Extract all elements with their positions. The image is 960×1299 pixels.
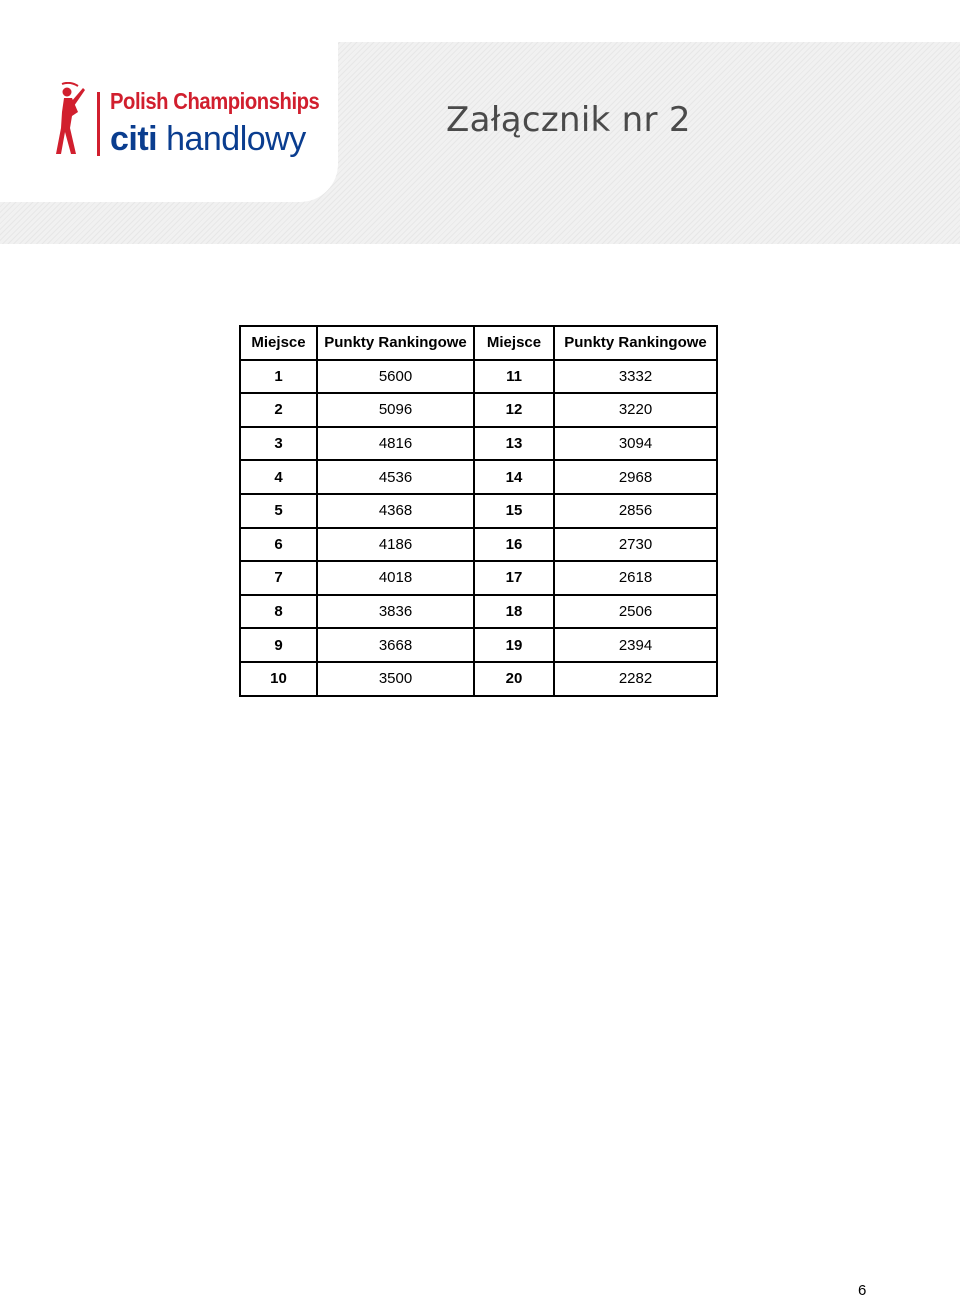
points-cell: 4368: [317, 494, 474, 528]
points-cell: 2506: [554, 595, 717, 629]
points-cell: 4816: [317, 427, 474, 461]
header-place: Miejsce: [240, 326, 317, 360]
place-cell: 18: [474, 595, 554, 629]
points-cell: 3500: [317, 662, 474, 696]
ranking-table: [239, 325, 718, 697]
table-row: [240, 662, 717, 696]
points-cell: 2394: [554, 628, 717, 662]
golfer-icon: [50, 82, 90, 158]
place-cell: 5: [240, 494, 317, 528]
points-cell: 3220: [554, 393, 717, 427]
table-row: [240, 494, 717, 528]
place-cell: 10: [240, 662, 317, 696]
header-points: Punkty Rankingowe: [317, 326, 474, 360]
logo-championships-text: Polish Championships: [110, 88, 320, 114]
logo-handlowy-text: handlowy: [157, 120, 306, 158]
place-cell: 13: [474, 427, 554, 461]
place-cell: 1: [240, 360, 317, 394]
place-cell: 14: [474, 460, 554, 494]
place-cell: 20: [474, 662, 554, 696]
logo-brand-text: [110, 120, 306, 159]
table-row: [240, 427, 717, 461]
points-cell: 2618: [554, 561, 717, 595]
place-cell: 15: [474, 494, 554, 528]
table-header-row: [240, 326, 717, 360]
table-row: [240, 561, 717, 595]
points-cell: 5600: [317, 360, 474, 394]
header-place: Miejsce: [474, 326, 554, 360]
place-cell: 6: [240, 528, 317, 562]
place-cell: 16: [474, 528, 554, 562]
points-cell: 4536: [317, 460, 474, 494]
points-cell: 3668: [317, 628, 474, 662]
place-cell: 11: [474, 360, 554, 394]
place-cell: 4: [240, 460, 317, 494]
points-cell: 4186: [317, 528, 474, 562]
logo-citi-text: citi: [110, 120, 158, 158]
points-cell: 2856: [554, 494, 717, 528]
place-cell: 2: [240, 393, 317, 427]
points-cell: 2730: [554, 528, 717, 562]
place-cell: 9: [240, 628, 317, 662]
place-cell: 17: [474, 561, 554, 595]
points-cell: 2282: [554, 662, 717, 696]
points-cell: 3094: [554, 427, 717, 461]
table-row: [240, 595, 717, 629]
table-row: [240, 628, 717, 662]
table-row: [240, 360, 717, 394]
table-row: [240, 528, 717, 562]
page-title: Załącznik nr 2: [446, 100, 691, 140]
place-cell: 3: [240, 427, 317, 461]
place-cell: 8: [240, 595, 317, 629]
table-row: [240, 460, 717, 494]
place-cell: 7: [240, 561, 317, 595]
page-number: 6: [858, 1282, 867, 1299]
logo-divider: [97, 92, 100, 156]
points-cell: 3836: [317, 595, 474, 629]
points-cell: 5096: [317, 393, 474, 427]
place-cell: 12: [474, 393, 554, 427]
place-cell: 19: [474, 628, 554, 662]
points-cell: 4018: [317, 561, 474, 595]
points-cell: 2968: [554, 460, 717, 494]
header-points: Punkty Rankingowe: [554, 326, 717, 360]
points-cell: 3332: [554, 360, 717, 394]
table-row: [240, 393, 717, 427]
